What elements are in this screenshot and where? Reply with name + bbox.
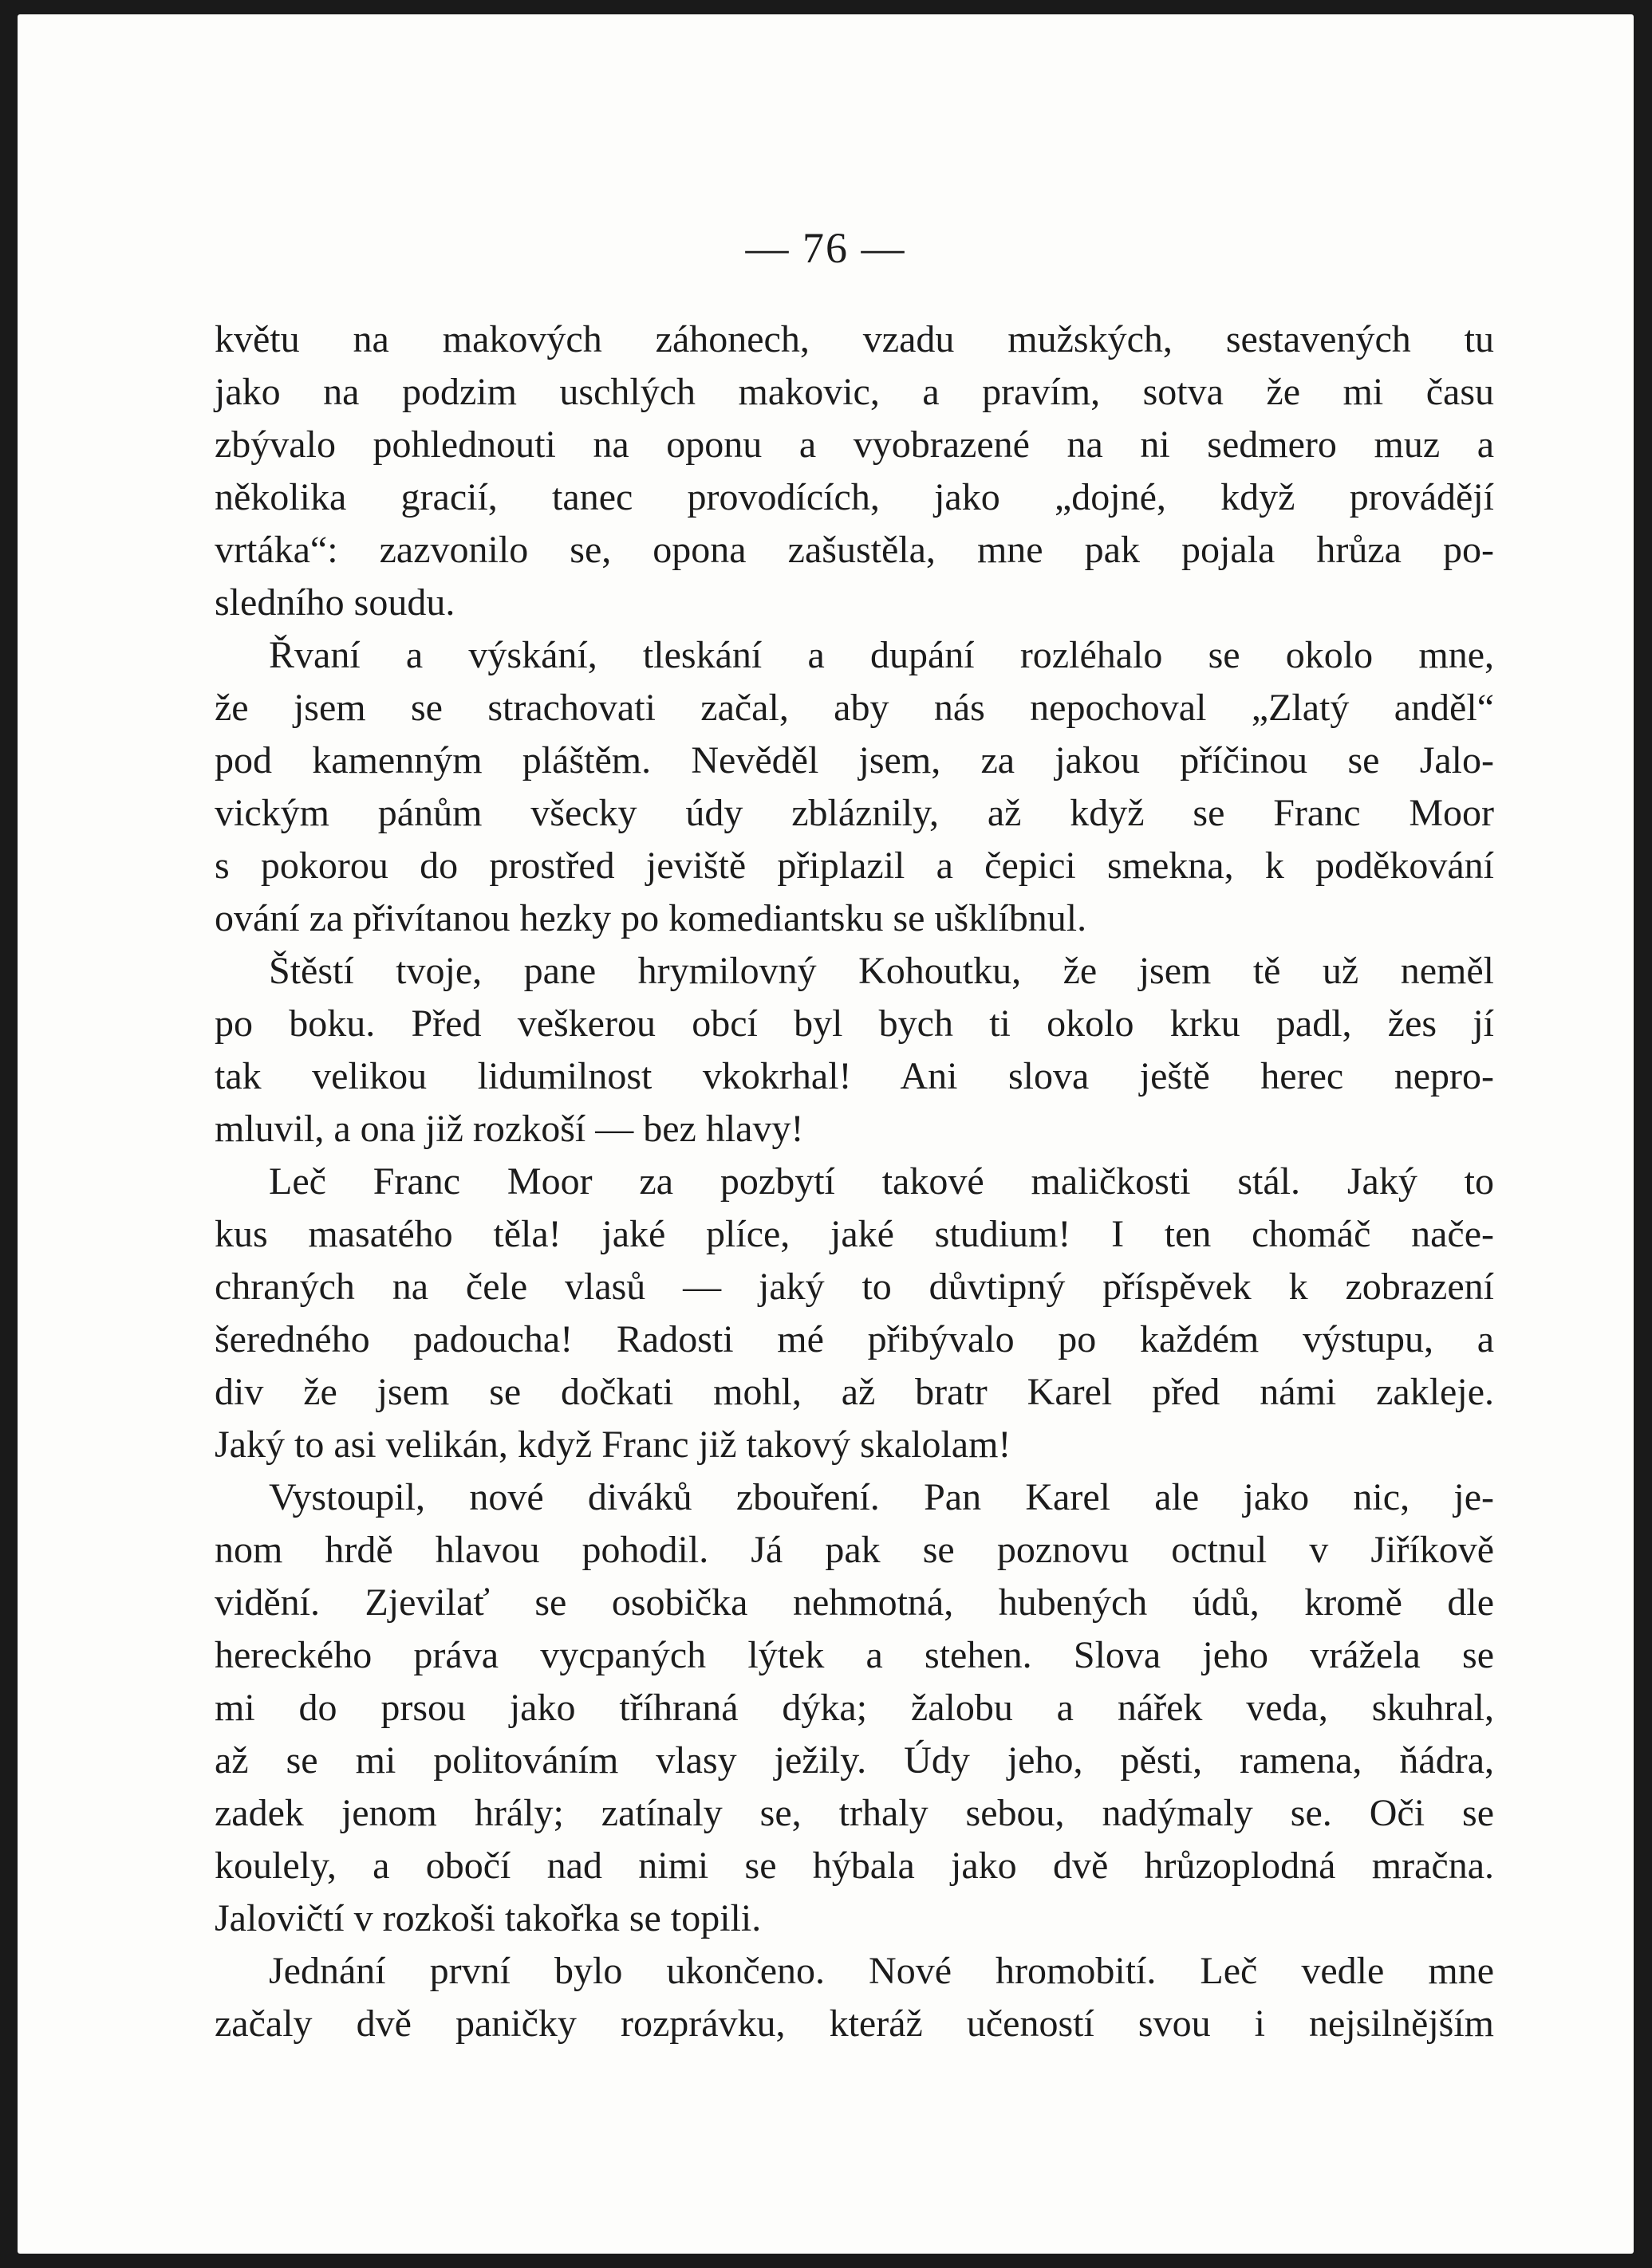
text-line: tak velikou lidumilnost vkokrhal! Ani slova ještě herec nepro- bbox=[215, 1055, 1494, 1097]
text-line: šeredného padoucha! Radosti mé přibývalo po každém výstupu, a bbox=[215, 1318, 1494, 1360]
text-line: Jalovičtí v rozkoši takořka se topili. bbox=[215, 1897, 762, 1939]
text-line: začaly dvě paničky rozprávku, kteráž učeností svou i nejsilnějším bbox=[215, 2002, 1494, 2045]
text-line: zadek jenom hrály; zatínaly se, trhaly sebou, nadýmaly se. Oči se bbox=[215, 1792, 1494, 1834]
text-line: Leč Franc Moor za pozbytí takové maličkosti stál. Jaký to bbox=[269, 1160, 1494, 1203]
text-line: hereckého práva vycpaných lýtek a stehen. Slova jeho vrážela se bbox=[215, 1634, 1494, 1676]
text-line: mluvil, a ona již rozkoší — bez hlavy! bbox=[215, 1108, 804, 1150]
text-line: zbývalo pohlednouti na oponu a vyobrazené na ni sedmero muz a bbox=[215, 423, 1494, 466]
text-line: kus masatého těla! jaké plíce, jaké studium! I ten chomáč nače- bbox=[215, 1213, 1494, 1255]
body-text bbox=[215, 313, 1494, 2050]
text-line: po boku. Před veškerou obcí byl bych ti okolo krku padl, žes jí bbox=[215, 1002, 1494, 1045]
text-line: jako na podzim uschlých makovic, a pravím, sotva že mi času bbox=[215, 371, 1494, 413]
text-line: Jaký to asi velikán, když Franc již takový skalolam! bbox=[215, 1423, 1011, 1466]
book-page bbox=[18, 14, 1634, 2254]
text-line: Řvaní a výskání, tleskání a dupání rozléhalo se okolo mne, bbox=[269, 634, 1494, 676]
text-line: nom hrdě hlavou pohodil. Já pak se poznovu octnul v Jiříkově bbox=[215, 1529, 1494, 1571]
text-line: vidění. Zjevilať se osobička nehmotná, hubených údů, kromě dle bbox=[215, 1581, 1494, 1624]
text-line: že jsem se strachovati začal, aby nás nepochoval „Zlatý anděl“ bbox=[215, 687, 1494, 729]
text-line: sledního soudu. bbox=[215, 581, 455, 624]
text-line: s pokorou do prostřed jeviště připlazil a čepici smekna, k poděkování bbox=[215, 845, 1494, 887]
text-line: několika gracií, tanec provodících, jako „dojné, když provádějí bbox=[215, 476, 1494, 518]
text-line: mi do prsou jako tříhraná dýka; žalobu a nářek veda, skuhral, bbox=[215, 1687, 1494, 1729]
text-line: vickým pánům všecky údy zbláznily, až když se Franc Moor bbox=[215, 792, 1494, 834]
text-line: chraných na čele vlasů — jaký to důvtipný příspěvek k zobrazení bbox=[215, 1266, 1494, 1308]
text-line: květu na makových záhonech, vzadu mužských, sestavených tu bbox=[215, 318, 1494, 360]
text-line: div že jsem se dočkati mohl, až bratr Karel před námi zakleje. bbox=[215, 1371, 1494, 1413]
text-line: vrtáka“: zazvonilo se, opona zašustěla, mne pak pojala hrůza po- bbox=[215, 529, 1494, 571]
text-line: až se mi politováním vlasy ježily. Údy jeho, pěsti, ramena, ňádra, bbox=[215, 1739, 1494, 1782]
text-line: Štěstí tvoje, pane hrymilovný Kohoutku, že jsem tě už neměl bbox=[269, 950, 1494, 992]
text-line: Vystoupil, nové diváků zbouření. Pan Karel ale jako nic, je- bbox=[269, 1476, 1494, 1518]
text-line: Jednání první bylo ukončeno. Nové hromobití. Leč vedle mne bbox=[269, 1950, 1494, 1992]
page-number: — 76 — bbox=[745, 224, 906, 272]
text-line: koulely, a obočí nad nimi se hýbala jako dvě hrůzoplodná mračna. bbox=[215, 1845, 1494, 1887]
text-line: ování za přivítanou hezky po komediantsku se ušklíbnul. bbox=[215, 897, 1087, 939]
text-line: pod kamenným pláštěm. Nevěděl jsem, za jakou příčinou se Jalo- bbox=[215, 739, 1494, 782]
